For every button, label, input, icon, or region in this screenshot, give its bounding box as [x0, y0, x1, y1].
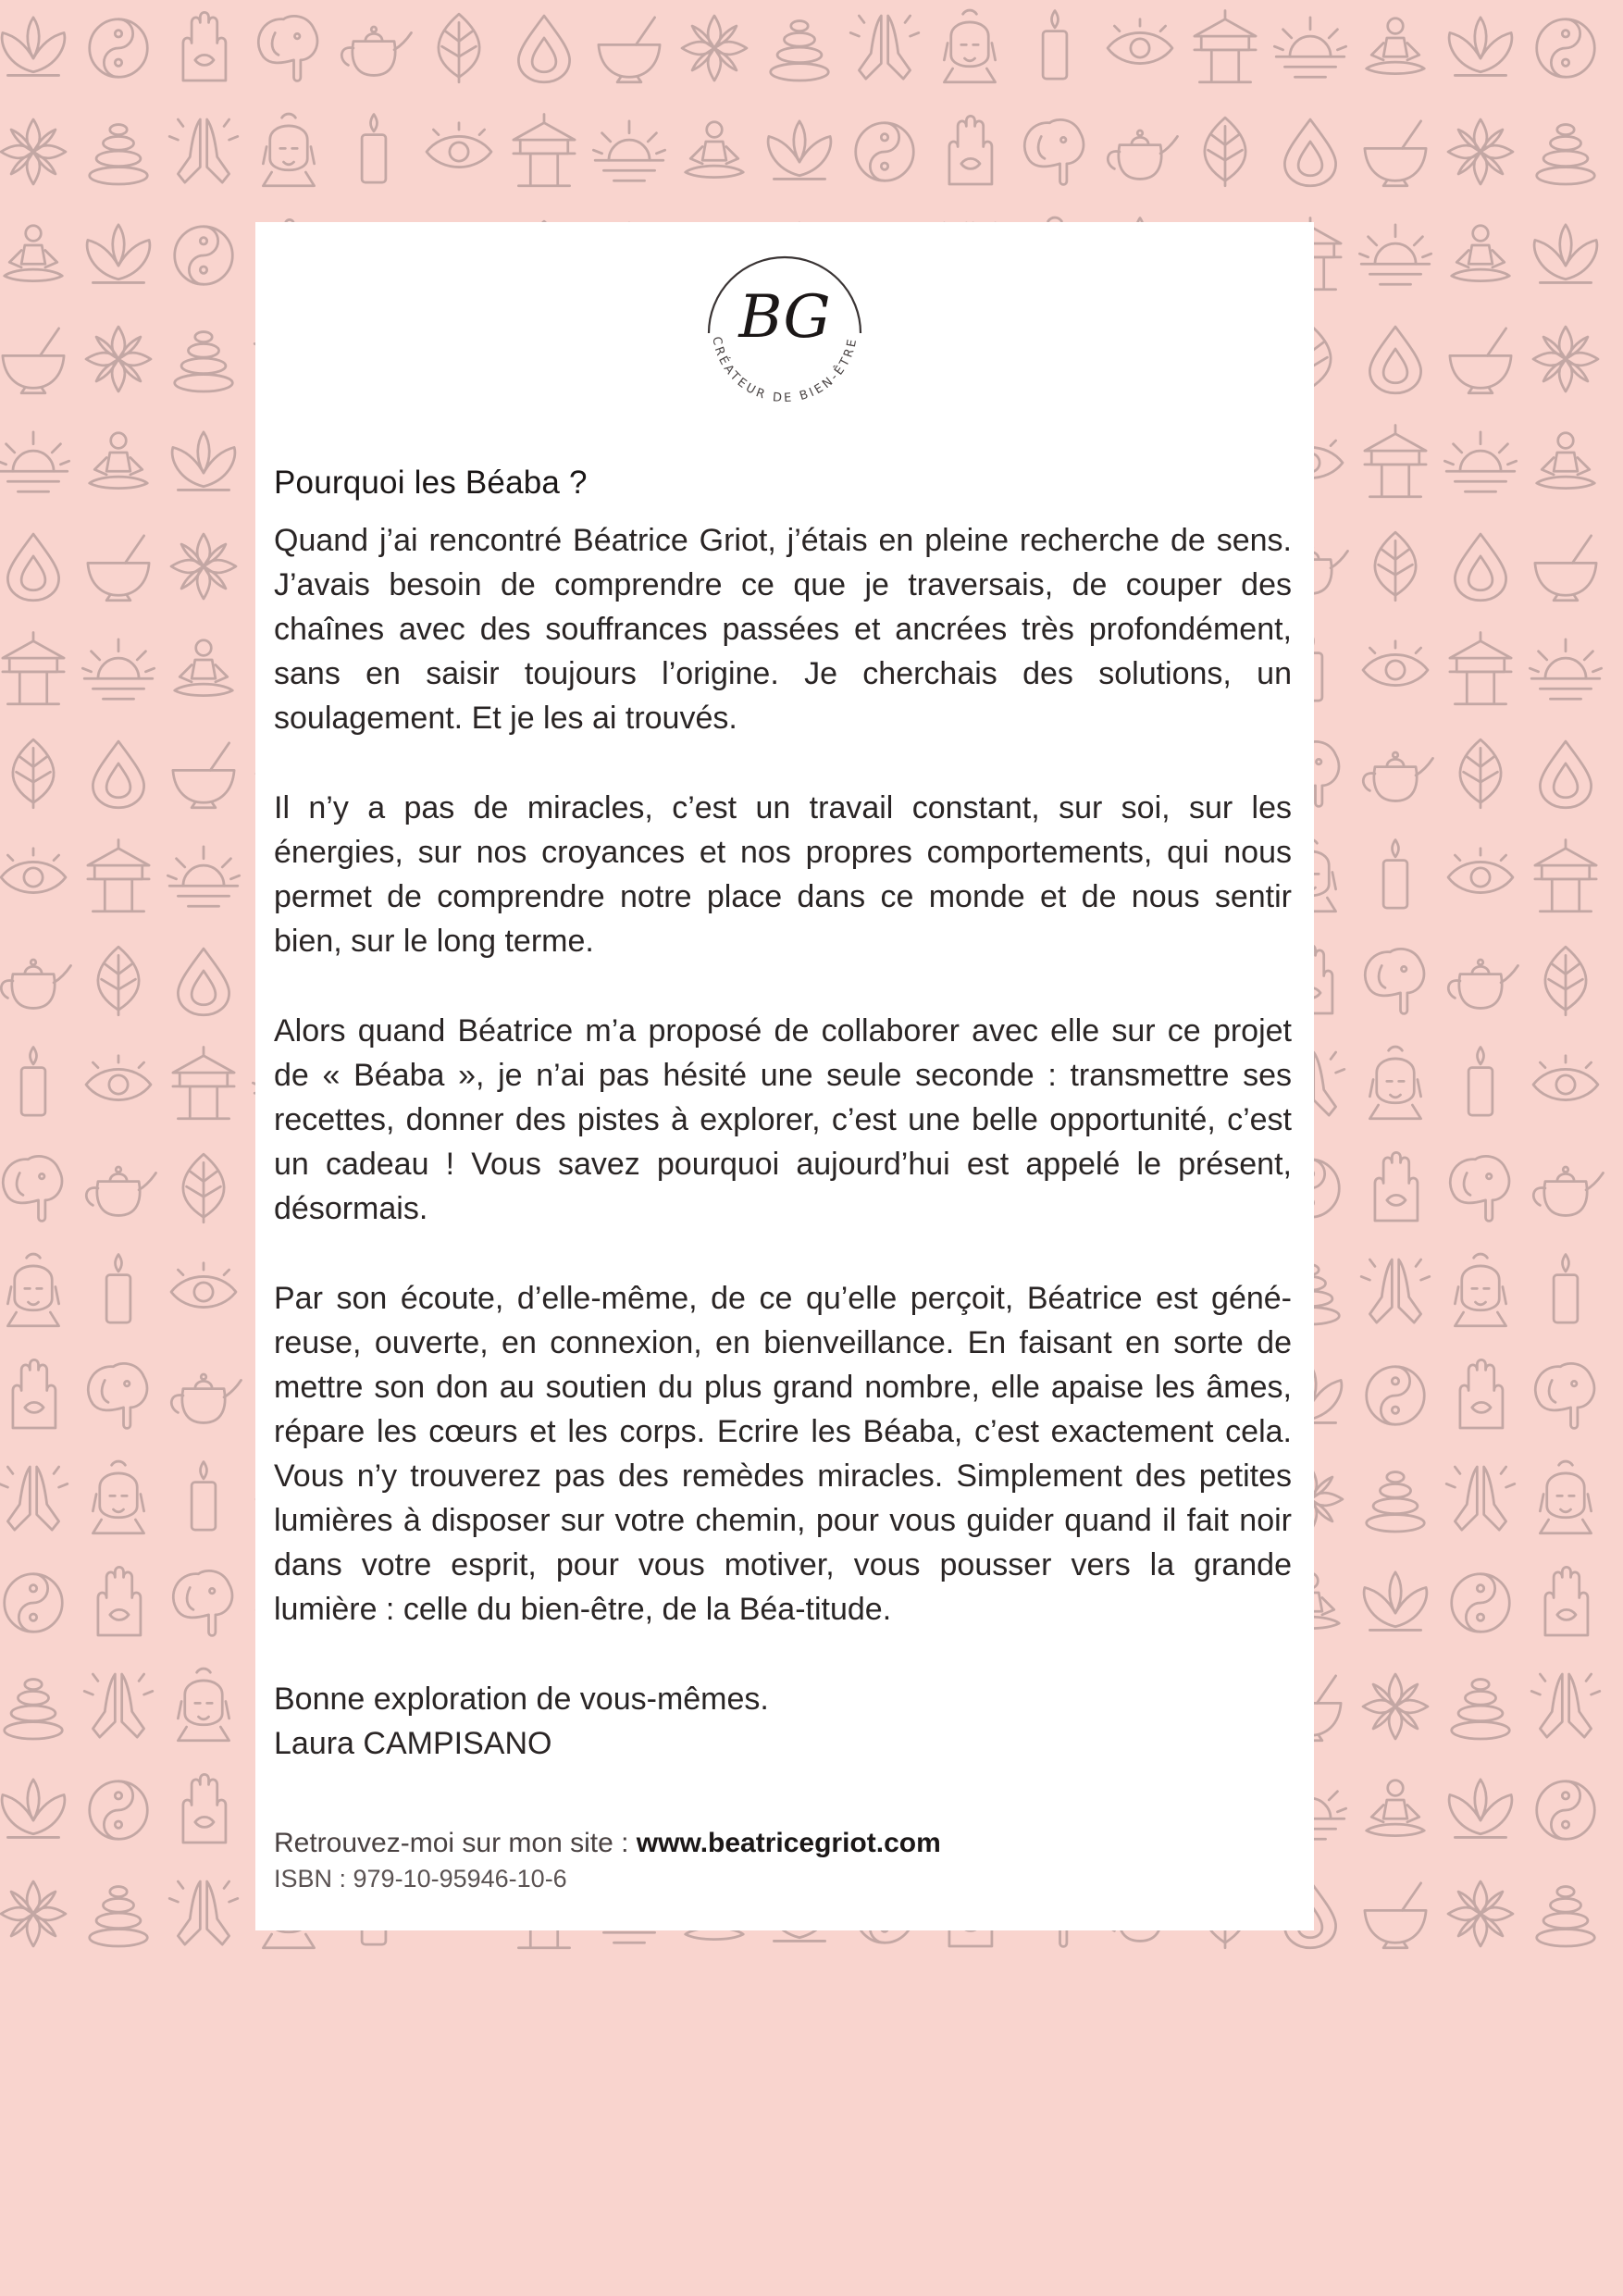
- leaf-icon: [1545, 947, 1586, 1015]
- closing-block: [274, 1677, 1292, 1766]
- elephant-icon: [1450, 1156, 1509, 1221]
- lotus-icon: [1364, 1572, 1427, 1631]
- drop-icon: [518, 16, 569, 82]
- mortar-icon: [1535, 536, 1596, 601]
- elephant-icon: [88, 1363, 147, 1428]
- buddha-icon: [93, 1461, 143, 1533]
- stones-icon: [771, 21, 829, 81]
- flower-icon: [1, 119, 66, 184]
- candle-icon: [1468, 1048, 1493, 1116]
- paragraph-2: Il n’y a pas de miracles, c’est un travail constant, sur soi, sur les énergies, sur nos croyances et nos propres comportements, qui nous permet de comprendre notre place dans ce monde et de nous sentir bien, sur le long terme.: [274, 790, 1292, 959]
- yin-yang-icon: [1537, 19, 1595, 78]
- hamsa-icon: [183, 1774, 226, 1843]
- eye-icon: [1448, 849, 1513, 893]
- hamsa-icon: [183, 12, 226, 81]
- site-link[interactable]: www.beatricegriot.com: [636, 1828, 941, 1858]
- pagoda-icon: [173, 1048, 234, 1119]
- paragraph-3: Alors quand Béatrice m’a proposé de collaborer avec elle sur ce projet de « Béaba », je n’ai pas hésité une seule seconde : transmettre ses recettes, donner des pistes à explorer, c’est une belle opportunité, c’est un cadeau ! Vous savez pourquoi aujourd’hui est appelé le présent, désormais.: [274, 1013, 1292, 1226]
- logo-tagline: CRÉATEUR DE BIEN-ÊTRE: [709, 335, 861, 406]
- sunrise-icon: [1530, 639, 1601, 699]
- sunrise-icon: [1274, 18, 1345, 77]
- pagoda-icon: [1365, 426, 1426, 497]
- yin-yang-icon: [1452, 1574, 1510, 1632]
- pagoda-icon: [88, 840, 149, 912]
- pagoda-icon: [1195, 11, 1256, 82]
- mortar-icon: [3, 329, 64, 393]
- candle-icon: [1383, 840, 1407, 909]
- flower-icon: [1448, 1881, 1513, 1946]
- buddha-icon: [7, 1254, 58, 1326]
- elephant-icon: [1365, 949, 1424, 1013]
- meditation-icon: [90, 433, 148, 489]
- sunrise-icon: [1444, 432, 1516, 491]
- stones-icon: [1367, 1472, 1425, 1532]
- candle-icon: [106, 1255, 130, 1323]
- lotus-icon: [2, 18, 65, 76]
- eye-icon: [171, 1263, 236, 1308]
- drop-icon: [93, 741, 143, 808]
- praying-hands-icon: [0, 1467, 68, 1530]
- eye-icon: [1108, 19, 1172, 64]
- praying-hands-icon: [1531, 1674, 1600, 1737]
- drop-icon: [7, 534, 58, 601]
- teapot-icon: [1533, 1167, 1603, 1215]
- praying-hands-icon: [1446, 1467, 1515, 1530]
- teapot-icon: [1448, 960, 1518, 1008]
- leaf-icon: [1460, 739, 1501, 808]
- content-panel: [255, 222, 1314, 1930]
- yin-yang-icon: [175, 227, 233, 285]
- meditation-icon: [1452, 226, 1510, 281]
- candle-icon: [362, 115, 386, 183]
- mortar-icon: [1450, 329, 1511, 393]
- teapot-icon: [1, 960, 70, 1008]
- praying-hands-icon: [1361, 1260, 1430, 1322]
- leaf-icon: [183, 1154, 224, 1222]
- hamsa-icon: [1375, 1152, 1418, 1221]
- site-line: [274, 1825, 941, 1862]
- buddha-icon: [263, 114, 314, 186]
- hamsa-icon: [98, 1567, 141, 1635]
- praying-hands-icon: [169, 1881, 238, 1944]
- article-body: [274, 518, 1292, 1811]
- hamsa-icon: [13, 1359, 56, 1428]
- elephant-icon: [1024, 119, 1084, 184]
- article-heading: Pourquoi les Béaba ?: [274, 465, 588, 501]
- lotus-icon: [172, 432, 235, 490]
- meditation-icon: [1537, 433, 1595, 489]
- isbn-text: ISBN : 979-10-95946-10-6: [274, 1865, 567, 1893]
- stones-icon: [5, 1680, 63, 1739]
- praying-hands-icon: [850, 16, 919, 79]
- yin-yang-icon: [5, 1574, 63, 1632]
- flower-icon: [171, 534, 236, 599]
- flower-icon: [1363, 1674, 1428, 1739]
- footer: [274, 1825, 941, 1895]
- sunrise-icon: [82, 639, 154, 699]
- leaf-icon: [439, 14, 479, 82]
- buddha-icon: [1369, 1047, 1420, 1119]
- buddha-icon: [178, 1669, 229, 1741]
- lotus-icon: [2, 1780, 65, 1838]
- stones-icon: [90, 1887, 148, 1946]
- lotus-icon: [87, 225, 150, 283]
- pagoda-icon: [3, 633, 64, 704]
- hamsa-icon: [1460, 1359, 1503, 1428]
- flower-icon: [1533, 327, 1598, 391]
- lotus-icon: [1449, 18, 1512, 76]
- meditation-icon: [1367, 1781, 1425, 1836]
- bg-monogram-logo: [692, 233, 877, 418]
- stones-icon: [90, 125, 148, 184]
- pagoda-icon: [1535, 840, 1596, 912]
- eye-icon: [1, 849, 66, 893]
- yin-yang-icon: [856, 123, 914, 181]
- mortar-icon: [173, 743, 234, 808]
- mortar-icon: [1365, 1883, 1426, 1948]
- candle-icon: [192, 1462, 216, 1531]
- eye-icon: [86, 1056, 151, 1100]
- leaf-icon: [1205, 118, 1245, 186]
- teapot-icon: [86, 1167, 155, 1215]
- eye-icon: [1533, 1056, 1598, 1100]
- mortar-icon: [88, 536, 149, 601]
- mortar-icon: [599, 18, 660, 82]
- stones-icon: [175, 332, 233, 391]
- candle-icon: [21, 1048, 45, 1116]
- teapot-icon: [1108, 130, 1177, 179]
- pagoda-icon: [514, 115, 575, 186]
- praying-hands-icon: [169, 119, 238, 182]
- pagoda-icon: [1450, 633, 1511, 704]
- logo-monogram: BG: [738, 283, 831, 352]
- eye-icon: [427, 123, 491, 168]
- hamsa-icon: [949, 116, 992, 184]
- drop-icon: [1455, 534, 1505, 601]
- flower-icon: [1448, 119, 1513, 184]
- elephant-icon: [258, 16, 317, 81]
- leaf-icon: [1375, 532, 1416, 601]
- drop-icon: [1540, 741, 1591, 808]
- hamsa-icon: [1545, 1567, 1588, 1635]
- drop-icon: [1369, 327, 1420, 393]
- meditation-icon: [175, 640, 233, 696]
- stones-icon: [1537, 125, 1595, 184]
- yin-yang-icon: [1367, 1367, 1425, 1425]
- sunrise-icon: [1359, 225, 1431, 284]
- drop-icon: [178, 949, 229, 1015]
- teapot-icon: [341, 27, 411, 75]
- buddha-icon: [1455, 1254, 1505, 1326]
- praying-hands-icon: [84, 1674, 153, 1737]
- meditation-icon: [5, 226, 63, 281]
- paragraph-4: Par son écoute, d’elle-même, de ce qu’elle perçoit, Béatrice est géné-reuse, ouverte, en connexion, en bienveillance. En faisant en sorte de mettre son don au soutien du plus grand nombre, elle apaise les âmes, répare les cœurs et les corps. Ecrire les Béaba, c’est exactement cela. Vous n’y trouverez pas des remèdes miracles. Simplement des petites lumières à disposer sur votre chemin, pour vous guider quand il fait noir dans votre esprit, pour vous motiver, vous pousser vers la grande lumière : celle du bien-être, de la Béa-titude.: [274, 1281, 1292, 1627]
- lotus-icon: [1449, 1780, 1512, 1838]
- elephant-icon: [1535, 1363, 1594, 1428]
- drop-icon: [1284, 119, 1335, 186]
- site-prefix: Retrouvez-moi sur mon site :: [274, 1828, 637, 1858]
- candle-icon: [1043, 11, 1067, 80]
- author-signature: Laura CAMPISANO: [274, 1726, 552, 1761]
- leaf-icon: [13, 739, 54, 808]
- elephant-icon: [173, 1570, 232, 1635]
- lotus-icon: [768, 121, 831, 180]
- mortar-icon: [1365, 121, 1426, 186]
- sunrise-icon: [0, 432, 69, 491]
- teapot-icon: [171, 1374, 241, 1422]
- sunrise-icon: [593, 121, 664, 180]
- sunrise-icon: [167, 847, 239, 906]
- flower-icon: [682, 16, 747, 81]
- flower-icon: [1, 1881, 66, 1946]
- flower-icon: [86, 327, 151, 391]
- stones-icon: [1537, 1887, 1595, 1946]
- yin-yang-icon: [90, 19, 148, 78]
- eye-icon: [1363, 641, 1428, 686]
- yin-yang-icon: [90, 1781, 148, 1840]
- meditation-icon: [686, 122, 744, 178]
- closing-line: Bonne exploration de vous-mêmes.: [274, 1682, 769, 1717]
- elephant-icon: [3, 1156, 62, 1221]
- lotus-icon: [1534, 225, 1597, 283]
- meditation-icon: [1367, 19, 1425, 74]
- buddha-icon: [1540, 1461, 1591, 1533]
- leaf-icon: [98, 947, 139, 1015]
- paragraph-1: Quand j’ai rencontré Béatrice Griot, j’étais en pleine recherche de sens. J’avais besoin de comprendre ce que je traversais, de couper des chaînes avec des souffrances passées et ancrées très profondément, sans en saisir toujours l’origine. Je cherchais des solutions, un soulagement. Et je les ai trouvés.: [274, 523, 1292, 736]
- teapot-icon: [1363, 752, 1432, 800]
- stones-icon: [1452, 1680, 1510, 1739]
- candle-icon: [1554, 1255, 1578, 1323]
- buddha-icon: [944, 10, 995, 82]
- yin-yang-icon: [1537, 1781, 1595, 1840]
